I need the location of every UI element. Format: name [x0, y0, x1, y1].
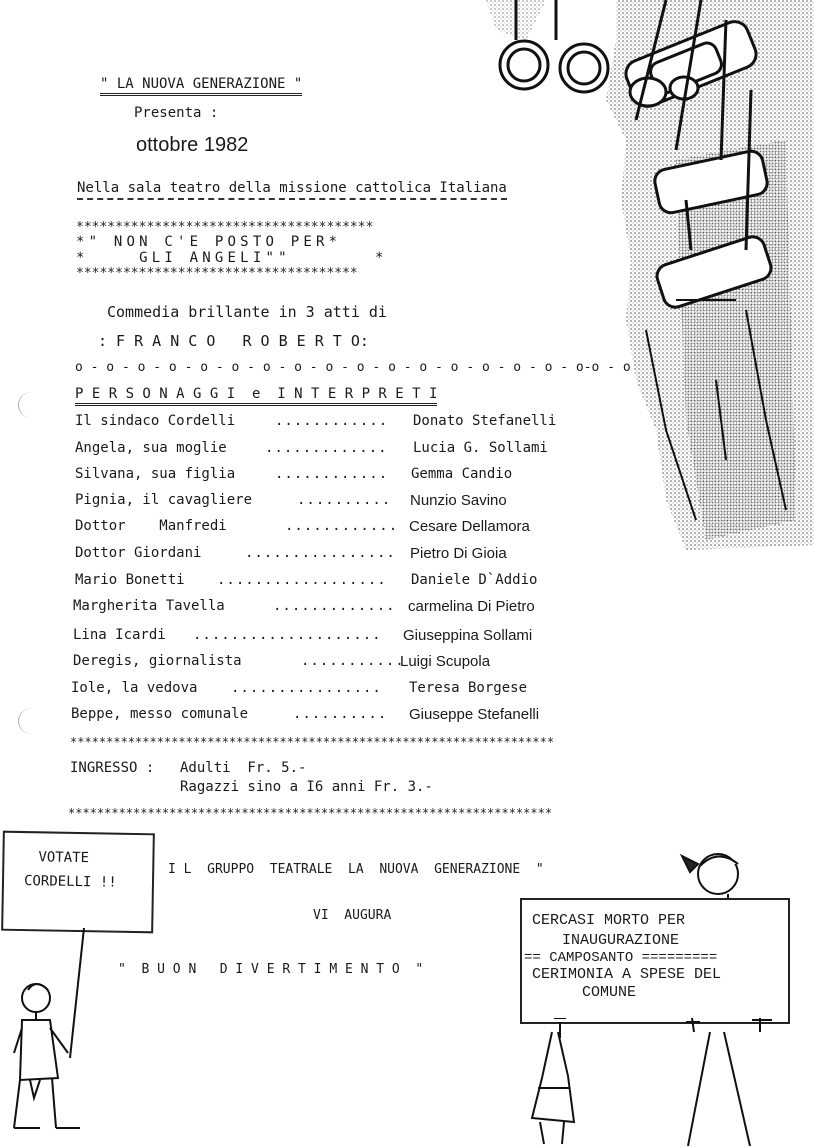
sign-carrier-figure-left — [0, 928, 110, 1143]
wanted-sign-line4: CERIMONIA A SPESE DEL — [532, 966, 722, 983]
cast-role: Angela, sua moglie — [75, 440, 227, 456]
cast-role: Il sindaco Cordelli — [75, 413, 236, 429]
cast-row — [71, 680, 631, 702]
cast-role: Silvana, sua figlia — [75, 466, 236, 482]
title-stars-top: ************************************** — [76, 220, 374, 235]
cast-role: Iole, la vedova — [71, 680, 198, 696]
comedy-description: Commedia brillante in 3 atti di — [107, 303, 387, 321]
author-name: : F R A N C O R O B E R T O: — [98, 332, 369, 350]
cast-actor: Daniele D`Addio — [411, 572, 538, 588]
wanted-sign-line3: == CAMPOSANTO ========= — [524, 950, 718, 966]
cast-row — [73, 598, 633, 620]
cast-role: Mario Bonetti — [75, 572, 185, 588]
vote-sign — [1, 831, 155, 934]
cast-row — [75, 466, 635, 488]
ingresso-adulti: Adulti Fr. 5.- — [180, 760, 307, 776]
cast-actor: Giuseppina Sollami — [403, 627, 533, 644]
group-name: " LA NUOVA GENERAZIONE " — [100, 76, 302, 96]
cast-row — [71, 706, 631, 728]
cast-dots: ............. — [265, 440, 388, 456]
cast-dots: ............ — [285, 518, 399, 534]
punch-hole-mark — [18, 392, 45, 418]
venue-line: Nella sala teatro della missione cattolica Italiana — [77, 180, 507, 200]
ingresso-label: INGRESSO : — [70, 760, 155, 776]
play-title-line2: * GLI ANGELI"" * — [76, 250, 384, 266]
event-date: ottobre 1982 — [136, 134, 249, 156]
cast-role: Deregis, giornalista — [73, 653, 242, 669]
cast-row — [75, 572, 635, 594]
cast-actor: Cesare Dellamora — [409, 518, 530, 535]
wanted-sign-line5: COMUNE — [582, 984, 637, 1001]
cast-dots: .................... — [193, 627, 382, 643]
cast-dots: .................. — [217, 572, 387, 588]
cast-actor: Teresa Borgese — [409, 680, 528, 696]
cast-role: Lina Icardi — [73, 627, 166, 643]
cast-dots: .......... — [297, 492, 392, 508]
cast-role: Pignia, il cavagliere — [75, 492, 253, 508]
cast-actor: Lucia G. Sollami — [413, 440, 548, 456]
play-title-line1: *" NON C'E POSTO PER* — [76, 234, 338, 250]
cast-row — [73, 627, 633, 649]
cast-dots: ................ — [245, 545, 396, 561]
cast-role: Dottor Manfredi — [75, 518, 227, 534]
divider-stars: ******************************************************************* — [70, 735, 555, 749]
cast-dots: ............ — [275, 466, 389, 482]
sign-carrier-figures-bottom — [510, 1018, 810, 1146]
presenta-label: Presenta : — [134, 105, 219, 121]
wanted-sign — [520, 898, 790, 1024]
sign-carrier-figure-right-head — [668, 842, 758, 902]
vote-sign-line1: VOTATE — [38, 849, 90, 867]
closing-buon-divertimento: " B U O N D I V E R T I M E N T O " — [118, 962, 424, 977]
cast-role: Dottor Giordani — [75, 545, 202, 561]
cast-row — [75, 545, 635, 567]
ingresso-ragazzi: Ragazzi sino a I6 anni Fr. 3.- — [180, 779, 433, 795]
divider-stars: ******************************************************************* — [68, 806, 553, 820]
cast-actor: Luigi Scupola — [400, 653, 491, 670]
cast-dots: ........... — [301, 653, 405, 669]
cast-dots: ............ — [275, 413, 389, 429]
closing-augura: VI AUGURA — [313, 908, 392, 923]
cast-dots: ............. — [273, 598, 396, 614]
wanted-sign-line1: CERCASI MORTO PER — [532, 912, 686, 929]
cast-actor: carmelina Di Pietro — [408, 598, 535, 615]
wanted-sign-line2: INAUGURAZIONE — [562, 932, 680, 949]
vote-sign-line2: CORDELLI !! — [23, 873, 117, 891]
cast-role: Margherita Tavella — [73, 598, 225, 614]
cast-heading: P E R S O N A G G I e I N T E R P R E T I — [75, 386, 437, 406]
cast-row — [75, 440, 635, 462]
cast-row — [75, 518, 635, 540]
separator-line: o - o - o - o - o - o - o - o - o - o - o - o - o - o - o - o - o-o - o — [75, 360, 631, 375]
cast-role: Beppe, messo comunale — [71, 706, 249, 722]
cast-row — [73, 653, 633, 675]
cast-actor: Pietro Di Gioia — [410, 545, 507, 562]
cast-actor: Gemma Candio — [411, 466, 513, 482]
cast-row — [75, 492, 635, 514]
cast-dots: .......... — [293, 706, 388, 722]
cast-actor: Nunzio Savino — [410, 492, 507, 509]
closing-group-line: I L GRUPPO TEATRALE LA NUOVA GENERAZIONE " — [168, 862, 544, 877]
cast-dots: ................ — [231, 680, 382, 696]
cast-actor: Giuseppe Stefanelli — [409, 706, 540, 723]
title-stars-bottom: ************************************ — [76, 266, 358, 281]
cast-actor: Donato Stefanelli — [413, 413, 557, 429]
cast-row — [75, 413, 635, 435]
punch-hole-mark — [18, 708, 45, 734]
